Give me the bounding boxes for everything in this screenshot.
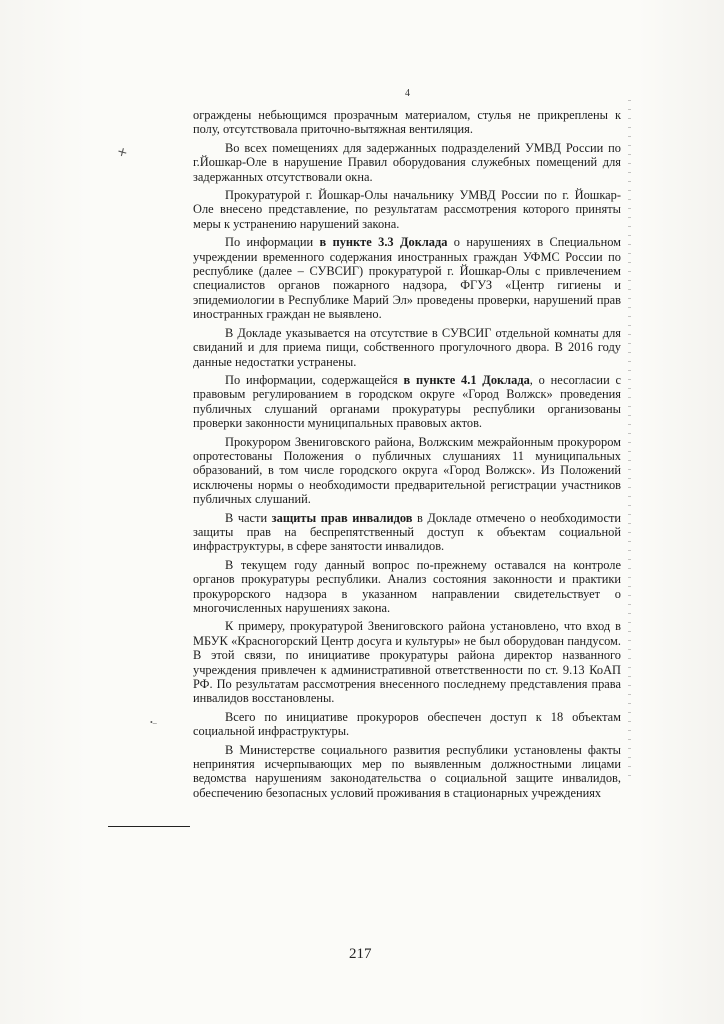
paragraph: ограждены небьющимся прозрачным материалом, стулья не прикреплены к полу, отсутствовала приточно-вытяжная вентиляция. <box>193 108 621 137</box>
bold-reference: в пункте 4.1 Доклада <box>403 372 530 387</box>
paragraph: По информации в пункте 3.3 Доклада о нарушениях в Специальном учреждении временного содержания иностранных граждан УФМС России по республике (далее – СУВСИГ) прокуратурой г. Йошкар-Олы с привлечением специалистов органов пожарного надзора, ФГУЗ «Центр гигиены и эпидемиологии в Республике Марий Эл» проведены проверки, нарушений прав иностранных граждан не выявлено. <box>193 235 622 322</box>
paragraph: К примеру, прокуратурой Звениговского района установлено, что вход в МБУК «Красногорский Центр досуга и культуры» не был оборудован пандусом. В этой связи, по инициативе прокуратуры района директор названного учреждения привлечен к административной ответственности по ст. 9.13 КоАП РФ. По результатам рассмотрения внесенного последнему представления права инвалидов восстановлены. <box>193 619 621 706</box>
bold-reference: защиты прав инвалидов <box>271 510 413 525</box>
paragraph: По информации, содержащейся в пункте 4.1 Доклада, о несогласии с правовым регулированием в городском округе «Город Волжск» проведения публичных слушаний органами прокуратуры республики организованы проверки законности муниципальных правовых актов. <box>193 372 621 431</box>
paragraph: В Докладе указывается на отсутствие в СУВСИГ отдельной комнаты для свиданий и для приема пищи, собственного прогулочного двора. В 2016 году данные недостатки устранены. <box>193 325 621 369</box>
scan-mark: ✕ <box>115 145 130 161</box>
bold-reference: в пункте 3.3 Доклада <box>319 235 448 250</box>
paragraph: Прокуратурой г. Йошкар-Олы начальнику УМВД России по г. Йошкар-Оле внесено представление, по результатам рассмотрения которого приняты меры к устранению нарушений закона. <box>193 188 621 231</box>
paragraph: В части защиты прав инвалидов в Докладе отмечено о необходимости защиты прав на беспрепятственный доступ к объектам социальной инфраструктуры, в сфере занятости инвалидов. <box>193 510 621 554</box>
page-number-top: 4 <box>405 88 410 99</box>
scan-mark: •– <box>150 718 157 727</box>
scan-edge-artifact <box>628 100 631 780</box>
paragraph: Во всех помещениях для задержанных подразделений УМВД России по г.Йошкар-Оле в нарушение Правил оборудования служебных помещений для задержанных отсутствовали окна. <box>193 140 621 184</box>
paragraph: Прокурором Звениговского района, Волжским межрайонным прокурором опротестованы Положения о публичных слушаниях 11 муниципальных образований, в том числе городского округа «Город Волжск». Из Положений исключены нормы о необходимости предварительной регистрации участников публичных слушаний. <box>193 434 621 507</box>
body-text <box>193 108 621 804</box>
paragraph: Всего по инициативе прокуроров обеспечен доступ к 18 объектам социальной инфраструктуры. <box>193 709 621 739</box>
paragraph: В текущем году данный вопрос по-прежнему оставался на контроле органов прокуратуры республики. Анализ состояния законности и практики прокурорского надзора в указанном направлении свидетельствует о многочисленных нарушениях закона. <box>193 557 621 615</box>
page-number-bottom: 217 <box>349 946 372 962</box>
paragraph: В Министерстве социального развития республики установлены факты непринятия исчерпывающих мер по выявленным должностными лицами ведомства нарушениям законодательства о социальной защите инвалидов, обеспечению безопасных условий проживания в стационарных учреждениях <box>193 742 621 800</box>
footnote-separator <box>108 826 190 827</box>
